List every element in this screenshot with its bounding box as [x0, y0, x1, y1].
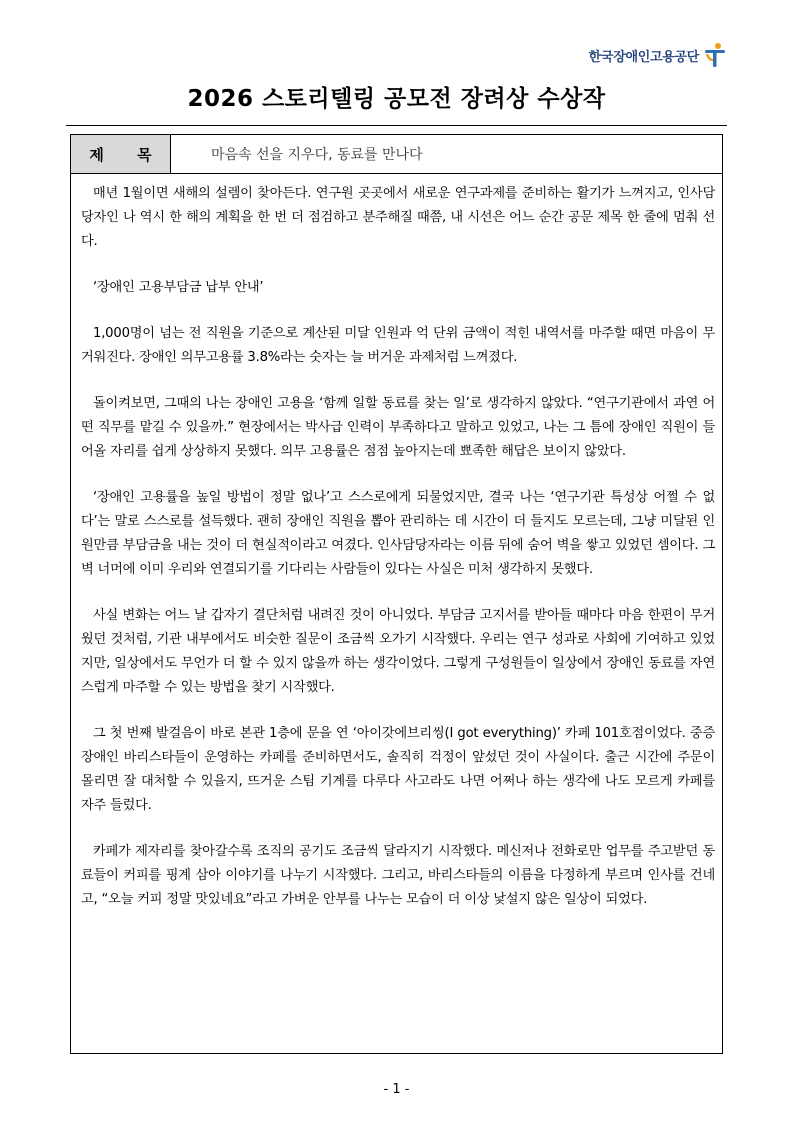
paragraph: ‘장애인 고용부담금 납부 안내’	[93, 280, 264, 295]
org-branding	[589, 42, 727, 68]
paragraph: 그 첫 번째 발걸음이 바로 본관 1층에 문을 연 ‘아이갓에브리씽(I got everything)’ 카페 101호점이었다. 중증장애인 바리스타들이 운영하는 카페를 준비하면서도, 솔직히 걱정이 앞섰던 것이 사실이다. 출근 시간에 주문이 몰리면 잘 대처할 수 있을지, 뜨거운 스팀 기계를 다루다 사고라도 나면 어쩌나 하는 생각에 나도 모르게 카페를 자주 들렀다.	[81, 726, 715, 813]
paragraph: 카페가 제자리를 찾아갈수록 조직의 공기도 조금씩 달라지기 시작했다. 메신저나 전화로만 업무를 주고받던 동료들이 커피를 핑계 삼아 이야기를 나누기 시작했다. 그리고, 바리스타들의 이름을 다정하게 부르며 인사를 건네고, “오늘 커피 정말 맛있네요”라고 가벼운 안부를 나누는 모습이 더 이상 낯설지 않은 일상이 되었다.	[81, 844, 715, 907]
story-body	[71, 174, 722, 912]
subject-value: 마음속 선을 지우다, 동료를 만나다	[211, 147, 423, 163]
paragraph: ‘장애인 고용률을 높일 방법이 정말 없나’고 스스로에게 되물었지만, 결국 나는 ‘연구기관 특성상 어쩔 수 없다’는 말로 스스로를 설득했다. 괜히 장애인 직원을 뽑아 관리하는 데 시간이 더 들지도 모르는데, 그냥 미달된 인원만큼 부담금을 내는 것이 더 현실적이라고 여겼다. 인사담당자라는 이름 뒤에 숨어 벽을 쌓고 있었던 셈이다. 그 벽 너머에 이미 우리와 연결되기를 기다리는 사람들이 있다는 사실은 미처 생각하지 못했다.	[81, 490, 715, 577]
content-table	[70, 134, 723, 1054]
paragraph: 1,000명이 넘는 전 직원을 기준으로 계산된 미달 인원과 억 단위 금액이 적힌 내역서를 마주할 때면 마음이 무거워진다. 장애인 의무고용률 3.8%라는 숫자는 늘 버거운 과제처럼 느껴졌다.	[81, 326, 715, 365]
paragraph: 사실 변화는 어느 날 갑자기 결단처럼 내려진 것이 아니었다. 부담금 고지서를 받아들 때마다 마음 한편이 무거웠던 것처럼, 기관 내부에서도 비슷한 질문이 조금씩 오가기 시작했다. 우리는 연구 성과로 사회에 기여하고 있었지만, 일상에서도 무언가 더 할 수 있지 않을까 하는 생각이었다. 그렇게 구성원들이 일상에서 장애인 동료를 자연스럽게 마주할 수 있는 방법을 찾기 시작했다.	[81, 608, 715, 695]
org-name: 한국장애인고용공단	[588, 49, 699, 65]
title-divider	[66, 125, 727, 126]
kead-logo-icon	[703, 42, 727, 68]
page-number: - 1 -	[383, 1082, 410, 1097]
subject-label: 제 목	[71, 135, 171, 173]
paragraph: 매년 1월이면 새해의 설렘이 찾아든다. 연구원 곳곳에서 새로운 연구과제를 준비하는 활기가 느껴지고, 인사담당자인 나 역시 한 해의 계획을 한 번 더 점검하고 분주해질 때쯤, 내 시선은 어느 순간 공문 제목 한 줄에 멈춰 선다.	[81, 186, 715, 249]
document-title: 2026 스토리텔링 공모전 장려상 수상작	[187, 86, 606, 112]
subject-row	[71, 135, 722, 174]
paragraph: 돌이켜보면, 그때의 나는 장애인 고용을 ‘함께 일할 동료를 찾는 일’로 생각하지 않았다. “연구기관에서 과연 어떤 직무를 맡길 수 있을까.” 현장에서는 박사급 인력이 부족하다고 말하고 있었고, 나는 그 틈에 장애인 직원이 들어올 자리를 쉽게 상상하지 못했다. 의무 고용률은 점점 높아지는데 뾰족한 해답은 보이지 않았다.	[81, 396, 715, 459]
